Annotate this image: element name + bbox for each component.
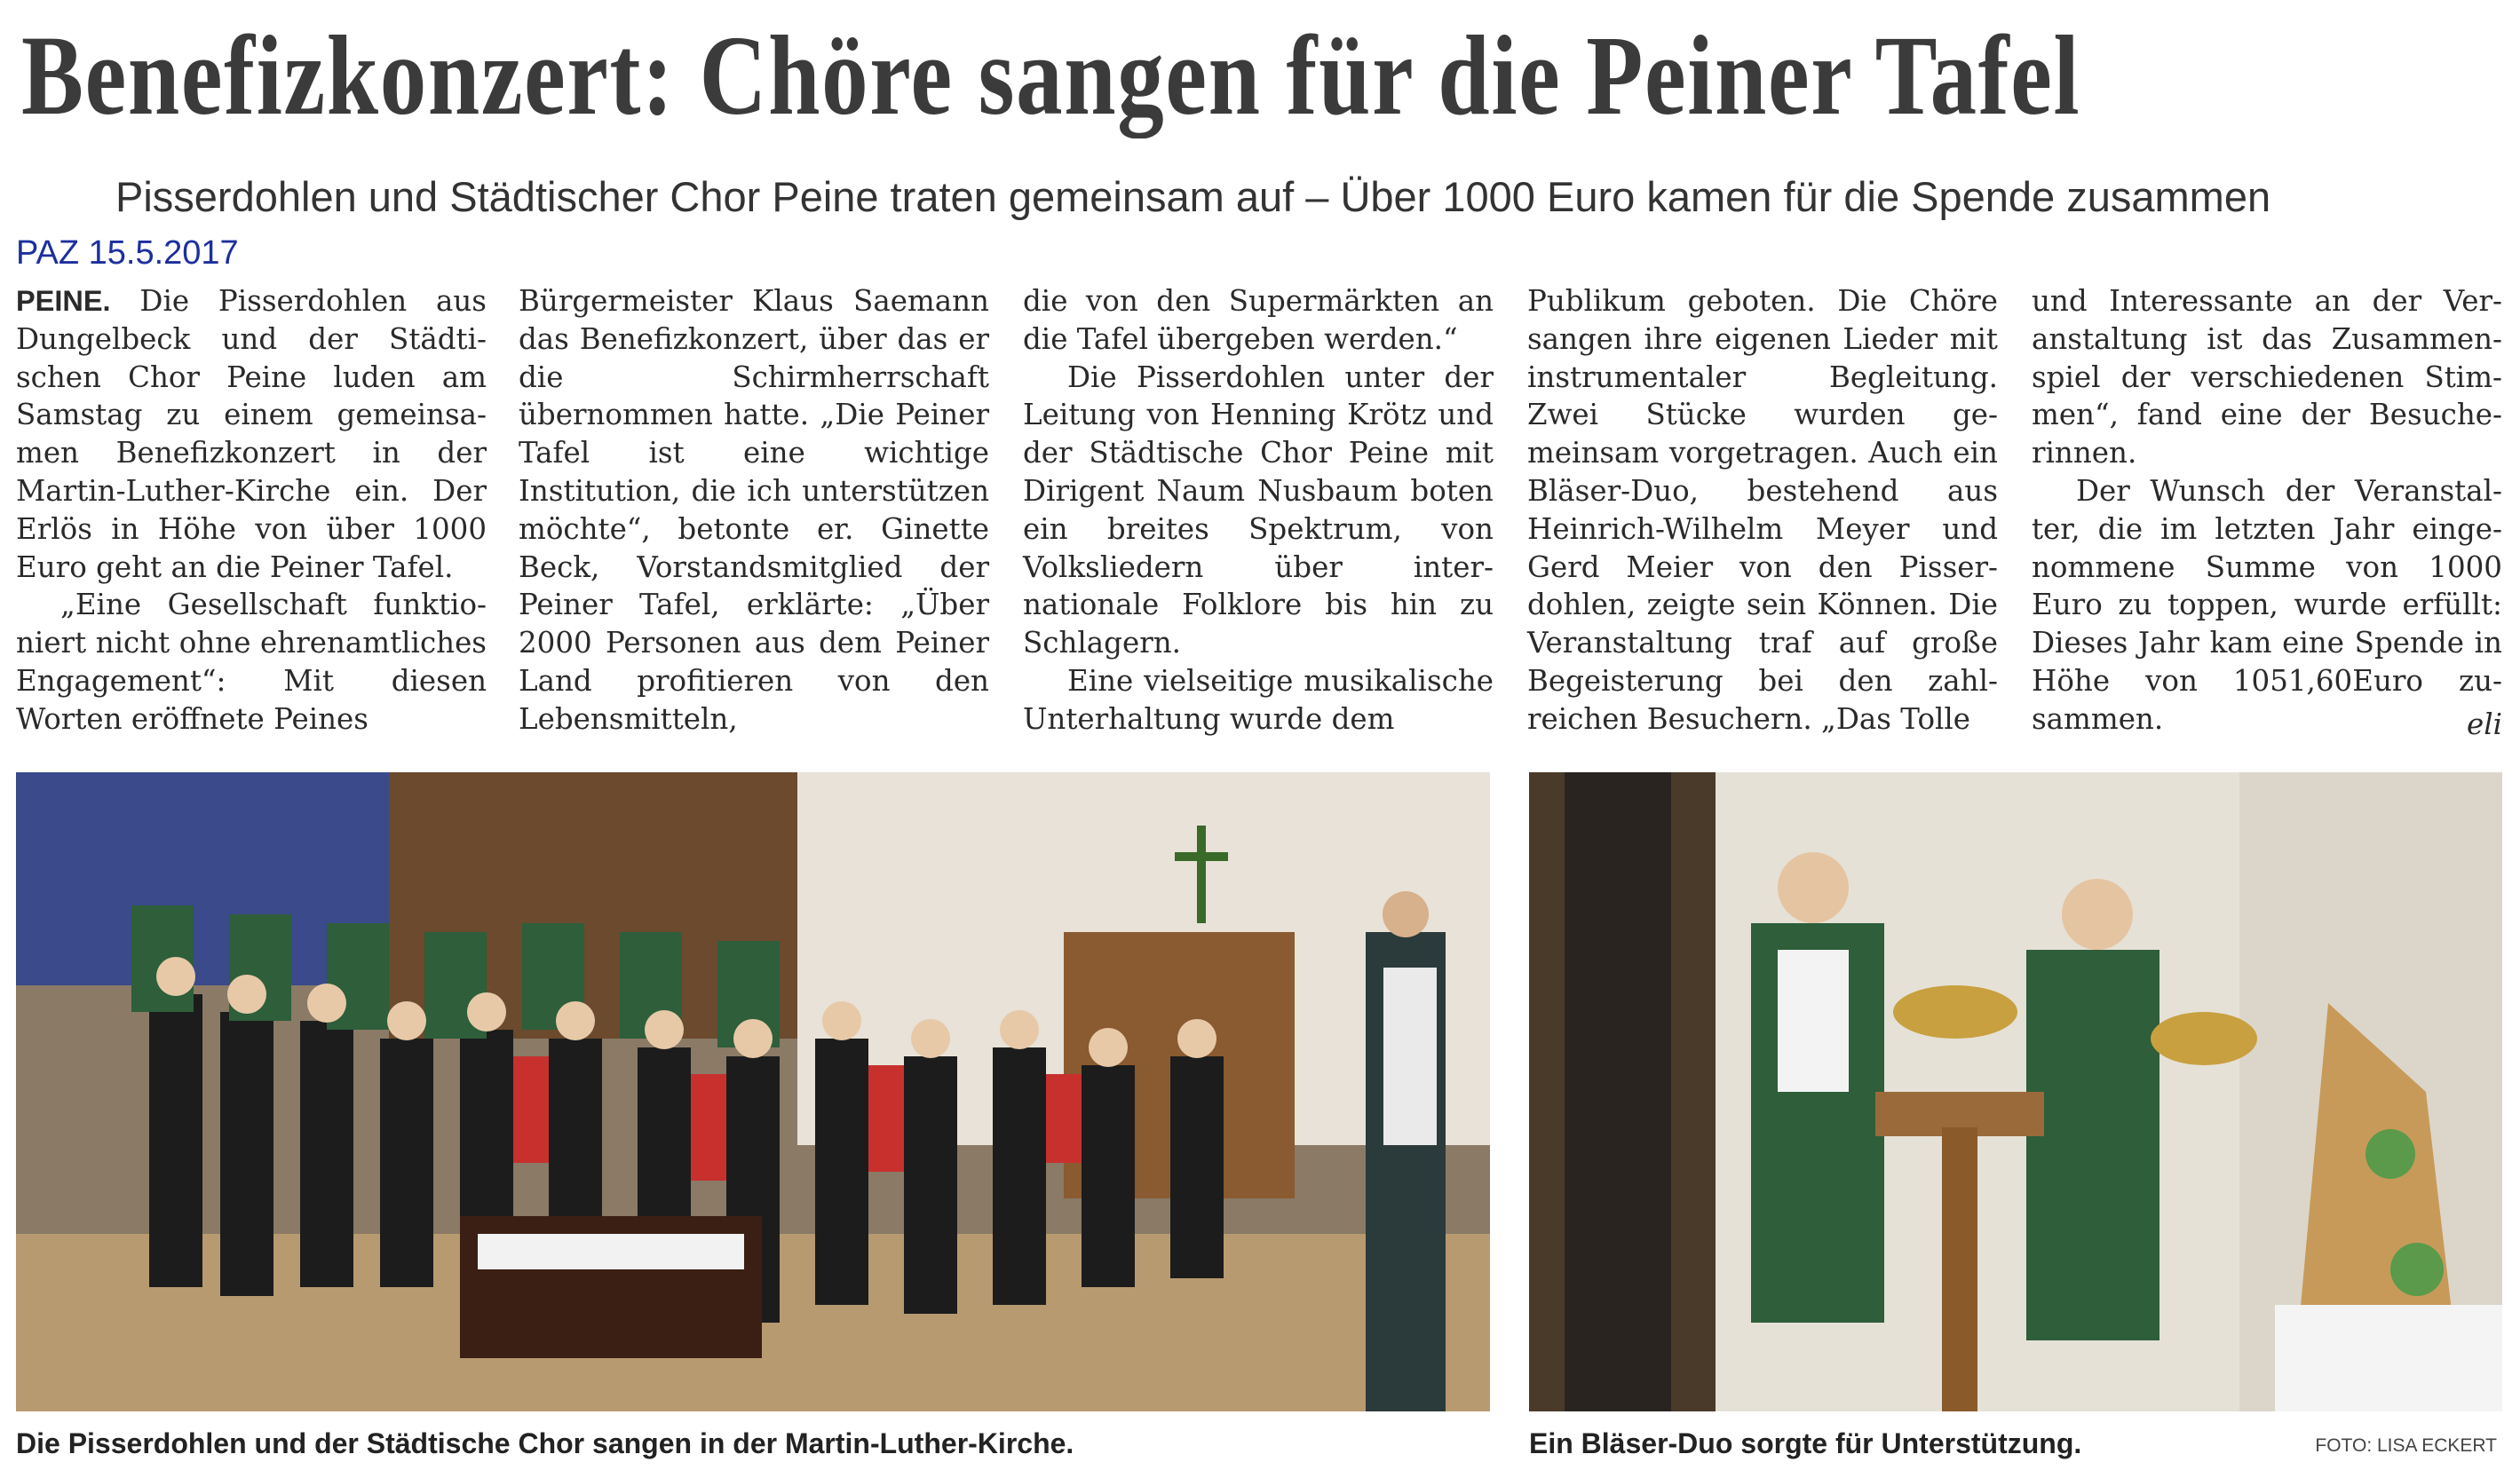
paragraph: die von den Supermärkten an die Tafel übergeben werden.“ (1023, 284, 1494, 356)
photo-caption-2: Ein Bläser-Duo sorgte für Unterstützung. (1529, 1427, 2082, 1459)
dateline: PEINE. (16, 285, 111, 317)
paragraph: Bürgermeister Klaus Saemann das Benefizkonzert, über das er die Schirmherrschaft übernommen hatte. „Die Peiner Tafel ist eine wichtige Institution, die ich unterstützen möchte“, betonte er. Ginette Beck, Vorstandsmitglied der Peiner Tafel, erklärte: „Über 2000 Personen aus dem Peiner Land profitieren von den Lebensmitteln, (519, 284, 989, 736)
paragraph-text: Die Pisserdohlen aus Dungelbeck und der Städtischen Chor Peine luden am Samstag zu einem gemeinsamen Benefizkonzert in der Martin-Luther-Kirche ein. Der Erlös in Höhe von über 1000 Euro geht an die Peiner Tafel. (16, 284, 487, 584)
paragraph: und Interessante an der Veranstaltung ist das Zusammenspiel der verschiedenen Stimmen“, fand eine der Besucherinnen. (2032, 284, 2502, 470)
article-column-4 (1527, 282, 1998, 744)
photo-caption-1: Die Pisserdohlen und der Städtische Chor sangen in der Martin-Luther-Kirche. (16, 1427, 1074, 1459)
choir-photo-illustration (16, 772, 1490, 1411)
source-note: PAZ 15.5.2017 (16, 234, 239, 272)
paragraph: Eine vielseitige musikalische Unterhaltung wurde dem (1023, 663, 1494, 736)
headline: Benefizkonzert: Chöre sangen für die Peiner Tafel (21, 12, 2081, 138)
article-column-3 (1023, 282, 1494, 744)
article-column-1 (16, 282, 487, 744)
author-initials: eli (2466, 707, 2502, 742)
brass-duo-photo (1529, 772, 2502, 1411)
choir-photo (16, 772, 1490, 1411)
subheadline: Pisserdohlen und Städtischer Chor Peine traten gemeinsam auf – Über 1000 Euro kamen für die Spende zusammen (115, 173, 2271, 220)
paragraph: Publikum geboten. Die Chöre sangen ihre eigenen Lieder mit instrumentaler Begleitung. Zwei Stücke wurden gemeinsam vorgetragen. Auch ein Bläser-Duo, bestehend aus Heinrich-Wilhelm Meyer und Gerd Meier von den Pisserdohlen, zeigte sein Können. Die Veranstaltung traf auf große Begeisterung bei den zahlreichen Besuchern. „Das Tolle (1527, 284, 1998, 736)
article-column-5 (2032, 282, 2502, 744)
paragraph: Der Wunsch der Veranstalter, die im letzten Jahr eingenommene Summe von 1000 Euro zu toppen, wurde erfüllt: Dieses Jahr kam eine Spende in Höhe von 1051,60Euro zusammen. (2032, 473, 2502, 736)
paragraph: „Eine Gesellschaft funktioniert nicht ohne ehrenamtliches Engagement“: Mit diesen Worten eröffnete Peines (16, 588, 487, 736)
paragraph (16, 282, 487, 586)
brass-duo-illustration (1529, 772, 2502, 1411)
paragraph: Die Pisserdohlen unter der Leitung von Henning Krötz und der Städtische Chor Peine mit Dirigent Naum Nusbaum boten ein breites Spektrum, von Volksliedern über internationale Folklore bis hin zu Schlagern. (1023, 360, 1494, 660)
photo-credit: FOTO: LISA ECKERT (2315, 1435, 2497, 1456)
article-column-2 (519, 282, 989, 744)
